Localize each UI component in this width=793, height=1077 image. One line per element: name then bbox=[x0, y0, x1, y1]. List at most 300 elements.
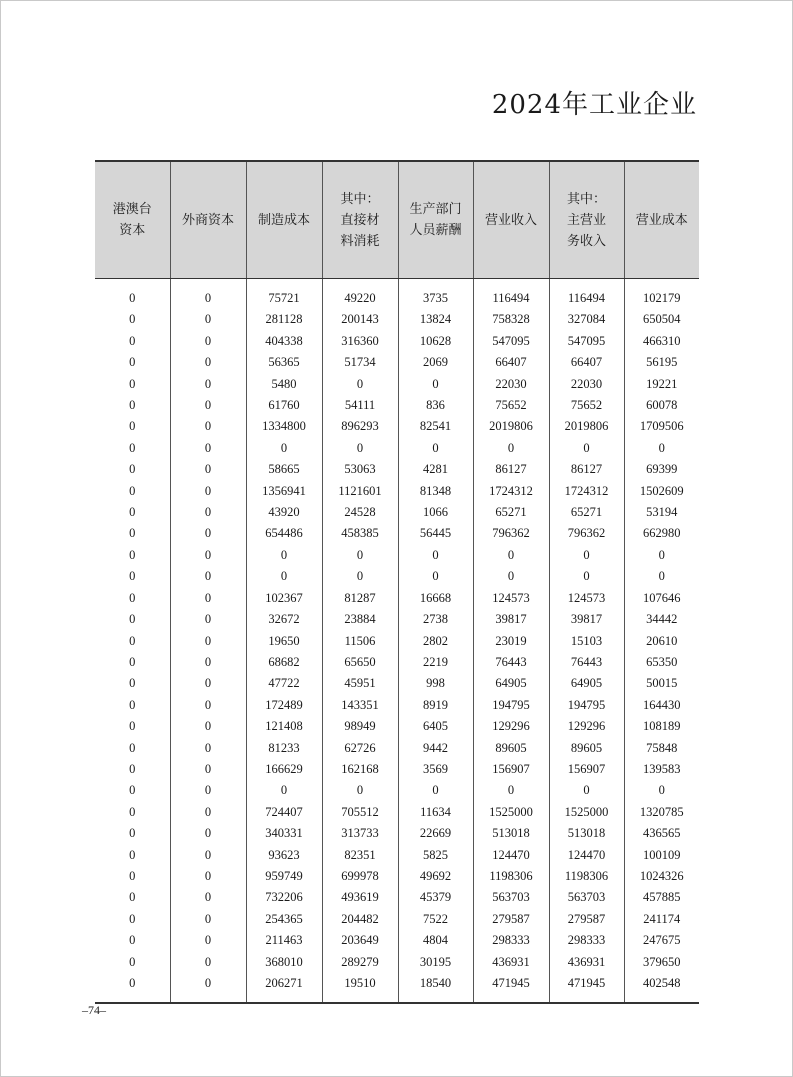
table-cell: 0 bbox=[170, 716, 246, 737]
table-cell: 156907 bbox=[549, 759, 624, 780]
table-cell: 0 bbox=[95, 887, 170, 908]
table-cell: 724407 bbox=[246, 802, 322, 823]
table-row bbox=[95, 566, 699, 587]
column-header bbox=[398, 161, 473, 279]
table-cell: 0 bbox=[170, 780, 246, 801]
table-cell: 4281 bbox=[398, 459, 473, 480]
table-cell: 705512 bbox=[322, 802, 398, 823]
table-cell: 0 bbox=[170, 973, 246, 994]
spacer-cell bbox=[322, 994, 398, 1003]
table-row bbox=[95, 909, 699, 930]
table-cell: 1024326 bbox=[624, 866, 699, 887]
table-cell: 1724312 bbox=[549, 481, 624, 502]
table-cell: 30195 bbox=[398, 952, 473, 973]
table-cell: 0 bbox=[95, 930, 170, 951]
table-cell: 327084 bbox=[549, 309, 624, 330]
table-cell: 0 bbox=[170, 738, 246, 759]
table-row bbox=[95, 716, 699, 737]
table-cell: 0 bbox=[95, 566, 170, 587]
table-cell: 139583 bbox=[624, 759, 699, 780]
table-cell: 34442 bbox=[624, 609, 699, 630]
table-cell: 0 bbox=[95, 374, 170, 395]
column-header bbox=[246, 161, 322, 279]
table-cell: 200143 bbox=[322, 309, 398, 330]
table-cell: 0 bbox=[170, 845, 246, 866]
table-cell: 547095 bbox=[473, 331, 549, 352]
column-header bbox=[624, 161, 699, 279]
table-row bbox=[95, 823, 699, 844]
table-row bbox=[95, 459, 699, 480]
table-cell: 1724312 bbox=[473, 481, 549, 502]
table-cell: 102179 bbox=[624, 288, 699, 309]
table-cell: 82541 bbox=[398, 416, 473, 437]
table-cell: 316360 bbox=[322, 331, 398, 352]
table-cell: 402548 bbox=[624, 973, 699, 994]
spacer-cell bbox=[246, 279, 322, 289]
table-cell: 60078 bbox=[624, 395, 699, 416]
table-cell: 65650 bbox=[322, 652, 398, 673]
table-cell: 75652 bbox=[549, 395, 624, 416]
table-cell: 19221 bbox=[624, 374, 699, 395]
table-cell: 65271 bbox=[549, 502, 624, 523]
table-cell: 2019806 bbox=[473, 416, 549, 437]
table-cell: 66407 bbox=[549, 352, 624, 373]
table-cell: 62726 bbox=[322, 738, 398, 759]
table-cell: 0 bbox=[473, 780, 549, 801]
table-row bbox=[95, 374, 699, 395]
table-cell: 24528 bbox=[322, 502, 398, 523]
table-row bbox=[95, 502, 699, 523]
table-cell: 0 bbox=[95, 459, 170, 480]
spacer-cell bbox=[398, 994, 473, 1003]
table-cell: 0 bbox=[95, 738, 170, 759]
table-cell: 1066 bbox=[398, 502, 473, 523]
table-cell: 162168 bbox=[322, 759, 398, 780]
table-cell: 19650 bbox=[246, 631, 322, 652]
table-cell: 0 bbox=[549, 780, 624, 801]
table-cell: 0 bbox=[95, 952, 170, 973]
column-header-text: 制造成本 bbox=[257, 212, 310, 228]
column-header bbox=[549, 161, 624, 279]
table-row bbox=[95, 930, 699, 951]
table-cell: 493619 bbox=[322, 887, 398, 908]
table-cell: 2219 bbox=[398, 652, 473, 673]
table-cell: 241174 bbox=[624, 909, 699, 930]
table-row bbox=[95, 288, 699, 309]
table-cell: 43920 bbox=[246, 502, 322, 523]
table-cell: 0 bbox=[95, 502, 170, 523]
table-cell: 39817 bbox=[549, 609, 624, 630]
table-cell: 0 bbox=[170, 331, 246, 352]
table-cell: 0 bbox=[246, 566, 322, 587]
column-header bbox=[322, 161, 398, 279]
table-cell: 86127 bbox=[473, 459, 549, 480]
table-cell: 0 bbox=[549, 545, 624, 566]
table-cell: 22030 bbox=[473, 374, 549, 395]
table-cell: 129296 bbox=[473, 716, 549, 737]
table-cell: 0 bbox=[95, 866, 170, 887]
table-cell: 0 bbox=[170, 438, 246, 459]
table-cell: 4804 bbox=[398, 930, 473, 951]
table-row bbox=[95, 545, 699, 566]
table-cell: 53194 bbox=[624, 502, 699, 523]
table-cell: 0 bbox=[398, 545, 473, 566]
table-cell: 116494 bbox=[549, 288, 624, 309]
column-header-text: 主营业 bbox=[566, 212, 606, 228]
table-cell: 10628 bbox=[398, 331, 473, 352]
table-cell: 13824 bbox=[398, 309, 473, 330]
table-cell: 0 bbox=[624, 438, 699, 459]
table-cell: 22030 bbox=[549, 374, 624, 395]
table-cell: 547095 bbox=[549, 331, 624, 352]
table-cell: 61760 bbox=[246, 395, 322, 416]
table-cell: 2069 bbox=[398, 352, 473, 373]
table-row bbox=[95, 416, 699, 437]
column-header-text: 其中： bbox=[566, 191, 606, 207]
table-cell: 56445 bbox=[398, 523, 473, 544]
table-cell: 457885 bbox=[624, 887, 699, 908]
table-cell: 563703 bbox=[473, 887, 549, 908]
table-cell: 64905 bbox=[549, 673, 624, 694]
table-cell: 0 bbox=[246, 545, 322, 566]
table-cell: 0 bbox=[246, 780, 322, 801]
table-cell: 164430 bbox=[624, 695, 699, 716]
column-header bbox=[170, 161, 246, 279]
table-cell: 6405 bbox=[398, 716, 473, 737]
table-row bbox=[95, 887, 699, 908]
column-header-text: 资本 bbox=[119, 223, 146, 238]
table-cell: 0 bbox=[95, 395, 170, 416]
table-cell: 107646 bbox=[624, 588, 699, 609]
table-cell: 654486 bbox=[246, 523, 322, 544]
table-row bbox=[95, 609, 699, 630]
table-cell: 156907 bbox=[473, 759, 549, 780]
table-row bbox=[95, 952, 699, 973]
table-cell: 458385 bbox=[322, 523, 398, 544]
table-spacer bbox=[95, 279, 699, 289]
table-cell: 0 bbox=[170, 545, 246, 566]
table-cell: 0 bbox=[95, 288, 170, 309]
table-cell: 56365 bbox=[246, 352, 322, 373]
spacer-cell bbox=[624, 279, 699, 289]
table-cell: 0 bbox=[170, 352, 246, 373]
table-cell: 93623 bbox=[246, 845, 322, 866]
table-cell: 0 bbox=[95, 759, 170, 780]
table-cell: 69399 bbox=[624, 459, 699, 480]
table-cell: 0 bbox=[170, 523, 246, 544]
spacer-cell bbox=[624, 994, 699, 1003]
table-cell: 47722 bbox=[246, 673, 322, 694]
table-cell: 64905 bbox=[473, 673, 549, 694]
table-cell: 11634 bbox=[398, 802, 473, 823]
table-cell: 0 bbox=[95, 588, 170, 609]
table-cell: 436565 bbox=[624, 823, 699, 844]
table-cell: 0 bbox=[95, 695, 170, 716]
table-cell: 0 bbox=[322, 566, 398, 587]
table-cell: 298333 bbox=[473, 930, 549, 951]
table-cell: 166629 bbox=[246, 759, 322, 780]
table-cell: 436931 bbox=[473, 952, 549, 973]
table-row bbox=[95, 438, 699, 459]
table-cell: 0 bbox=[549, 566, 624, 587]
table-cell: 471945 bbox=[549, 973, 624, 994]
table-cell: 896293 bbox=[322, 416, 398, 437]
table-cell: 0 bbox=[322, 780, 398, 801]
table-cell: 0 bbox=[322, 545, 398, 566]
table-cell: 0 bbox=[95, 309, 170, 330]
table-cell: 124470 bbox=[549, 845, 624, 866]
table-cell: 100109 bbox=[624, 845, 699, 866]
table-cell: 404338 bbox=[246, 331, 322, 352]
table-cell: 0 bbox=[170, 374, 246, 395]
table-cell: 0 bbox=[95, 609, 170, 630]
spacer-cell bbox=[549, 279, 624, 289]
table-cell: 0 bbox=[95, 780, 170, 801]
table-cell: 0 bbox=[170, 823, 246, 844]
table-cell: 0 bbox=[95, 845, 170, 866]
table-cell: 68682 bbox=[246, 652, 322, 673]
column-header-text: 直接材 bbox=[340, 212, 380, 228]
table-cell: 1320785 bbox=[624, 802, 699, 823]
column-header-text: 生产部门 bbox=[409, 202, 462, 217]
table-cell: 75652 bbox=[473, 395, 549, 416]
table-cell: 194795 bbox=[549, 695, 624, 716]
table-cell: 279587 bbox=[473, 909, 549, 930]
table-cell: 0 bbox=[95, 673, 170, 694]
spacer-cell bbox=[170, 994, 246, 1003]
table-cell: 2019806 bbox=[549, 416, 624, 437]
table-cell: 998 bbox=[398, 673, 473, 694]
table-cell: 58665 bbox=[246, 459, 322, 480]
table-cell: 0 bbox=[170, 909, 246, 930]
table-cell: 0 bbox=[95, 973, 170, 994]
table-cell: 0 bbox=[170, 930, 246, 951]
table-cell: 0 bbox=[170, 952, 246, 973]
table-cell: 0 bbox=[170, 395, 246, 416]
table-row bbox=[95, 738, 699, 759]
table-row bbox=[95, 695, 699, 716]
table-cell: 7522 bbox=[398, 909, 473, 930]
table-cell: 1198306 bbox=[473, 866, 549, 887]
table-cell: 3735 bbox=[398, 288, 473, 309]
table-cell: 0 bbox=[398, 438, 473, 459]
page-title: 2024年工业企业 bbox=[491, 90, 697, 120]
table-cell: 16668 bbox=[398, 588, 473, 609]
table-cell: 11506 bbox=[322, 631, 398, 652]
table-cell: 796362 bbox=[473, 523, 549, 544]
table-cell: 662980 bbox=[624, 523, 699, 544]
table-cell: 143351 bbox=[322, 695, 398, 716]
table-cell: 0 bbox=[170, 759, 246, 780]
table-cell: 0 bbox=[170, 609, 246, 630]
table-cell: 379650 bbox=[624, 952, 699, 973]
table-cell: 54111 bbox=[322, 395, 398, 416]
column-header-text: 料消耗 bbox=[340, 233, 380, 249]
table-cell: 298333 bbox=[549, 930, 624, 951]
table-cell: 0 bbox=[170, 631, 246, 652]
table-cell: 0 bbox=[322, 374, 398, 395]
table-row bbox=[95, 481, 699, 502]
table-cell: 8919 bbox=[398, 695, 473, 716]
spacer-cell bbox=[549, 994, 624, 1003]
table-row bbox=[95, 309, 699, 330]
table-cell: 89605 bbox=[549, 738, 624, 759]
table-cell: 45379 bbox=[398, 887, 473, 908]
table-cell: 124470 bbox=[473, 845, 549, 866]
table-cell: 66407 bbox=[473, 352, 549, 373]
spacer-cell bbox=[322, 279, 398, 289]
table-cell: 204482 bbox=[322, 909, 398, 930]
table-cell: 172489 bbox=[246, 695, 322, 716]
table-cell: 0 bbox=[398, 566, 473, 587]
table-cell: 2802 bbox=[398, 631, 473, 652]
table-cell: 0 bbox=[549, 438, 624, 459]
spacer-cell bbox=[473, 994, 549, 1003]
table-cell: 56195 bbox=[624, 352, 699, 373]
table-cell: 732206 bbox=[246, 887, 322, 908]
table-cell: 49692 bbox=[398, 866, 473, 887]
table-cell: 281128 bbox=[246, 309, 322, 330]
table-cell: 5825 bbox=[398, 845, 473, 866]
table-cell: 98949 bbox=[322, 716, 398, 737]
table-cell: 9442 bbox=[398, 738, 473, 759]
table-cell: 0 bbox=[95, 716, 170, 737]
table-cell: 82351 bbox=[322, 845, 398, 866]
table-cell: 0 bbox=[398, 374, 473, 395]
table-cell: 0 bbox=[170, 288, 246, 309]
table-row bbox=[95, 331, 699, 352]
table-cell: 89605 bbox=[473, 738, 549, 759]
table-cell: 0 bbox=[170, 887, 246, 908]
table-cell: 1334800 bbox=[246, 416, 322, 437]
spacer-cell bbox=[95, 279, 170, 289]
table-cell: 0 bbox=[95, 545, 170, 566]
table-cell: 0 bbox=[170, 502, 246, 523]
table-cell: 0 bbox=[170, 588, 246, 609]
table-cell: 76443 bbox=[549, 652, 624, 673]
table-cell: 121408 bbox=[246, 716, 322, 737]
table-row bbox=[95, 652, 699, 673]
table-cell: 0 bbox=[322, 438, 398, 459]
table-cell: 1121601 bbox=[322, 481, 398, 502]
table-cell: 1502609 bbox=[624, 481, 699, 502]
table-cell: 32672 bbox=[246, 609, 322, 630]
table-cell: 650504 bbox=[624, 309, 699, 330]
table-cell: 0 bbox=[95, 523, 170, 544]
table-cell: 0 bbox=[95, 909, 170, 930]
table-cell: 563703 bbox=[549, 887, 624, 908]
table-cell: 81348 bbox=[398, 481, 473, 502]
table-cell: 124573 bbox=[549, 588, 624, 609]
column-header bbox=[95, 161, 170, 279]
table-cell: 23884 bbox=[322, 609, 398, 630]
table-cell: 836 bbox=[398, 395, 473, 416]
table-cell: 81233 bbox=[246, 738, 322, 759]
table-cell: 1525000 bbox=[549, 802, 624, 823]
column-header-text: 营业收入 bbox=[484, 212, 537, 228]
spacer-cell bbox=[246, 994, 322, 1003]
table-cell: 20610 bbox=[624, 631, 699, 652]
table-cell: 0 bbox=[170, 309, 246, 330]
table-cell: 19510 bbox=[322, 973, 398, 994]
table-cell: 796362 bbox=[549, 523, 624, 544]
column-header-text: 营业成本 bbox=[635, 212, 688, 228]
table-cell: 18540 bbox=[398, 973, 473, 994]
table-cell: 0 bbox=[624, 566, 699, 587]
column-header-text: 港澳台 bbox=[112, 202, 152, 217]
table-cell: 436931 bbox=[549, 952, 624, 973]
table-cell: 0 bbox=[95, 652, 170, 673]
table-row bbox=[95, 845, 699, 866]
table-cell: 51734 bbox=[322, 352, 398, 373]
table-cell: 39817 bbox=[473, 609, 549, 630]
table-cell: 0 bbox=[473, 438, 549, 459]
column-header-text: 人员薪酬 bbox=[409, 223, 462, 238]
table-cell: 1709506 bbox=[624, 416, 699, 437]
column-header-text: 其中： bbox=[340, 191, 380, 207]
table-cell: 0 bbox=[473, 545, 549, 566]
table-cell: 75721 bbox=[246, 288, 322, 309]
table-cell: 0 bbox=[170, 673, 246, 694]
table-cell: 0 bbox=[624, 780, 699, 801]
spacer-cell bbox=[170, 279, 246, 289]
table-cell: 5480 bbox=[246, 374, 322, 395]
table-cell: 0 bbox=[95, 802, 170, 823]
table-cell: 2738 bbox=[398, 609, 473, 630]
table-cell: 0 bbox=[170, 481, 246, 502]
table-row bbox=[95, 631, 699, 652]
table-row bbox=[95, 395, 699, 416]
table-cell: 124573 bbox=[473, 588, 549, 609]
table-cell: 211463 bbox=[246, 930, 322, 951]
table-cell: 279587 bbox=[549, 909, 624, 930]
table-cell: 15103 bbox=[549, 631, 624, 652]
table-cell: 50015 bbox=[624, 673, 699, 694]
table-cell: 0 bbox=[170, 695, 246, 716]
table-header-row bbox=[95, 161, 699, 279]
table-cell: 959749 bbox=[246, 866, 322, 887]
table-cell: 0 bbox=[170, 866, 246, 887]
table-cell: 206271 bbox=[246, 973, 322, 994]
table-spacer bbox=[95, 994, 699, 1003]
table-cell: 0 bbox=[624, 545, 699, 566]
column-header bbox=[473, 161, 549, 279]
table-cell: 0 bbox=[170, 459, 246, 480]
spacer-cell bbox=[398, 279, 473, 289]
table-cell: 1356941 bbox=[246, 481, 322, 502]
spacer-cell bbox=[473, 279, 549, 289]
table-cell: 0 bbox=[95, 631, 170, 652]
table-cell: 0 bbox=[95, 823, 170, 844]
table-cell: 0 bbox=[95, 481, 170, 502]
spacer-cell bbox=[95, 994, 170, 1003]
table-cell: 102367 bbox=[246, 588, 322, 609]
table-cell: 0 bbox=[473, 566, 549, 587]
table-cell: 0 bbox=[170, 802, 246, 823]
table-cell: 53063 bbox=[322, 459, 398, 480]
table-cell: 0 bbox=[170, 652, 246, 673]
table-cell: 471945 bbox=[473, 973, 549, 994]
table-cell: 22669 bbox=[398, 823, 473, 844]
table-cell: 513018 bbox=[473, 823, 549, 844]
table-cell: 0 bbox=[95, 331, 170, 352]
table-cell: 368010 bbox=[246, 952, 322, 973]
table-cell: 194795 bbox=[473, 695, 549, 716]
table-cell: 466310 bbox=[624, 331, 699, 352]
table-cell: 0 bbox=[95, 438, 170, 459]
table-body bbox=[95, 279, 699, 1004]
table-cell: 1525000 bbox=[473, 802, 549, 823]
